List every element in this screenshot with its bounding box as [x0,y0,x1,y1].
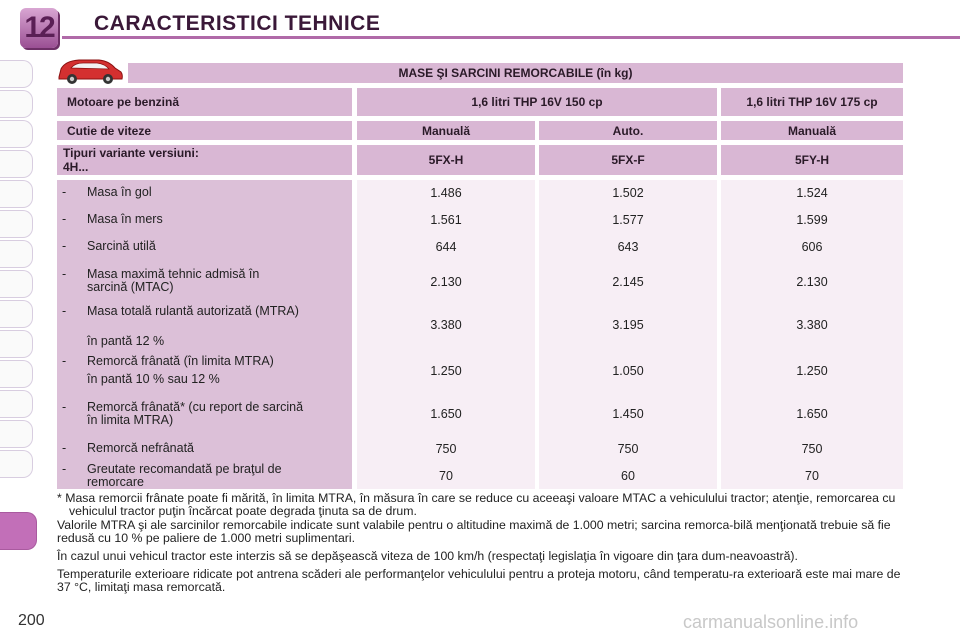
row-value: 1.599 [796,213,828,227]
chapter-tab[interactable] [0,270,33,298]
gearbox-manual-1: Manuală [357,121,535,140]
chapter-tab[interactable] [0,120,33,148]
row-value: 1.577 [612,213,644,227]
chapter-tab[interactable] [0,450,33,478]
chapter-badge[interactable]: 12 [20,8,58,48]
chapter-tab[interactable] [0,150,33,178]
row-dash: - [62,462,67,476]
chapter-tab[interactable] [0,300,33,328]
row-dash: - [62,354,67,368]
row-value: 606 [801,240,823,254]
row-value: 3.380 [796,318,828,332]
chapter-tab-active[interactable] [0,512,37,550]
row-dash: - [62,212,67,226]
row-label: Remorcă frânată* (cu report de sarcină în limita MTRA) [87,400,304,427]
chapter-tab[interactable] [0,360,33,388]
row-value: 750 [617,442,639,456]
variants-label-line1: Tipuri variante versiuni: [63,146,199,160]
row-value: 1.524 [796,186,828,200]
page-number: 200 [18,612,45,629]
row-dash: - [62,267,67,281]
row-value: 70 [805,469,819,483]
table-title: MASE ŞI SARCINI REMORCABILE (în kg) [128,63,903,83]
gearbox-label: Cutie de viteze [57,121,352,140]
row-value: 60 [621,469,635,483]
row-label: Masa în gol [87,185,152,199]
row-value: 1.650 [430,407,462,421]
gearbox-manual-2: Manuală [721,121,903,140]
variant-5fy-h: 5FY-H [721,145,903,175]
row-value: 643 [617,240,639,254]
row-value: 1.486 [430,186,462,200]
footnote-altitude: Valorile MTRA şi ale sarcinilor remorcabile indicate sunt valabile pentru o altitudine maximă de 1.000 metri; sarcina remorca-bilă menţionată trebuie să fie redusă cu 10 % pe paliere de 1.000 metri suplimentari. [57,518,891,545]
row-dash: - [62,441,67,455]
chapter-tab[interactable] [0,420,33,448]
page-title: CARACTERISTICI TEHNICE [94,12,381,35]
row-value: 1.250 [796,364,828,378]
row-value: 3.195 [612,318,644,332]
row-value: 2.130 [796,275,828,289]
chapter-tab[interactable] [0,90,33,118]
car-icon [55,55,125,87]
row-value: 70 [439,469,453,483]
header-divider [62,36,960,39]
variants-label-line2: 4H... [63,160,89,174]
variant-5fx-f: 5FX-F [539,145,717,175]
chapter-tab[interactable] [0,390,33,418]
engine-150: 1,6 litri THP 16V 150 cp [357,88,717,116]
row-value: 1.650 [796,407,828,421]
row-dash: - [62,185,67,199]
row-label: Masa în mers [87,212,163,226]
footnotes [57,492,907,599]
row-value: 750 [801,442,823,456]
chapter-tab[interactable] [0,60,33,88]
row-value: 1.561 [430,213,462,227]
row-value: 1.450 [612,407,644,421]
chapter-tab[interactable] [0,330,33,358]
variant-5fx-h: 5FX-H [357,145,535,175]
row-label: Sarcină utilă [87,239,156,253]
engine-label: Motoare pe benzină [57,88,352,116]
row-extra: în pantă 12 % [87,334,165,348]
row-dash: - [62,400,67,414]
gearbox-auto: Auto. [539,121,717,140]
chapter-tab[interactable] [0,240,33,268]
row-label: Masa maximă tehnic admisă în sarcină (MTAC) [87,267,260,294]
row-label: Remorcă frânată (în limita MTRA) [87,354,274,368]
row-extra: în pantă 10 % sau 12 % [87,372,220,386]
variants-label [57,145,352,175]
row-label: Remorcă nefrânată [87,441,195,455]
row-dash: - [62,304,67,318]
chapter-tab[interactable] [0,210,33,238]
chapter-tab[interactable] [0,180,33,208]
footnote-asterisk: * Masa remorcii frânate poate fi mărită, în limita MTRA, în măsura în care se reduce cu aceeaşi valoare MTAC a vehiculului tractor; atenţie, remorcarea cu vehiculul tractor puţin încărcat poate degrada ţinuta sa de drum. [57,491,896,518]
row-dash: - [62,239,67,253]
engine-175: 1,6 litri THP 16V 175 cp [721,88,903,116]
footnote-speed: În cazul unui vehicul tractor este interzis să se depăşească viteza de 100 km/h (respectaţi legislaţia în vigoare din ţara dum-neavoastră). [57,549,798,563]
watermark: carmanualsonline.info [683,612,859,632]
row-value: 3.380 [430,318,462,332]
row-value: 1.502 [612,186,644,200]
row-label: Greutate recomandată pe braţul de remorcare [87,462,282,489]
row-value: 1.250 [430,364,462,378]
row-value: 750 [435,442,457,456]
footnote-temperature: Temperaturile exterioare ridicate pot antrena scăderi ale performanţelor vehiculului pentru a proteja motoru, când temperatu-ra exterioară este mai mare de 37 °C, limitaţi masa remorcată. [57,567,901,594]
row-value: 644 [435,240,457,254]
row-value: 2.145 [612,275,644,289]
row-value: 2.130 [430,275,462,289]
row-label: Masa totală rulantă autorizată (MTRA) [87,304,299,318]
row-value: 1.050 [612,364,644,378]
